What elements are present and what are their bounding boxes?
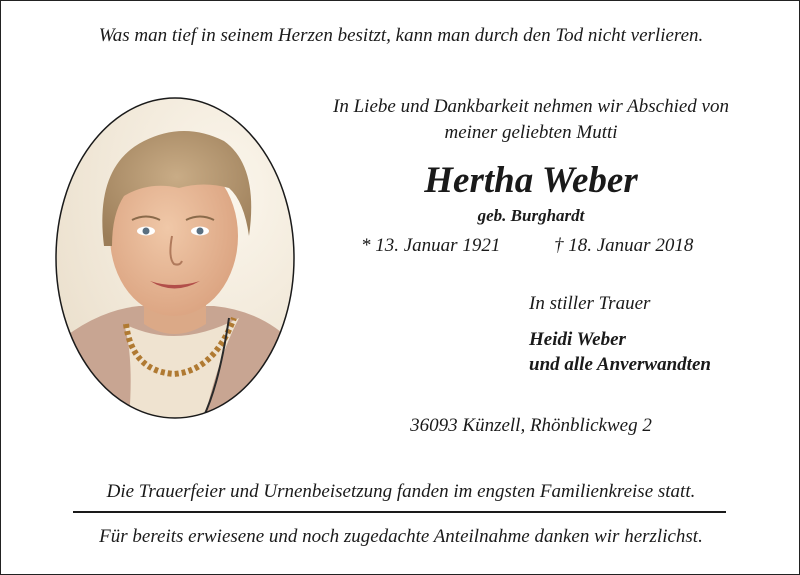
- maiden-name: geb. Burghardt: [477, 206, 585, 225]
- motto-quote: Was man tief in seinem Herzen besitzt, kann man durch den Tod nicht verlieren.: [98, 25, 704, 46]
- ceremony-note: Die Trauerfeier und Urnenbeisetzung fanden im engsten Familienkreise statt.: [106, 481, 696, 502]
- intro-line-2: meiner geliebten Mutti: [444, 122, 618, 143]
- mourner-relatives: und alle Anverwandten: [529, 354, 711, 375]
- thanks-note: Für bereits erwiesene und noch zugedachte Anteilnahme danken wir herzlichst.: [99, 526, 703, 547]
- intro-text: [301, 94, 761, 146]
- intro-line-1: In Liebe und Dankbarkeit nehmen wir Abschied von: [333, 96, 729, 117]
- mourner-name: Heidi Weber: [529, 329, 626, 350]
- portrait-photo: [54, 96, 296, 420]
- death-date: † 18. Januar 2018: [554, 235, 694, 256]
- deceased-name: Hertha Weber: [424, 160, 638, 201]
- grief-line: In stiller Trauer: [529, 293, 651, 314]
- birth-date: * 13. Januar 1921: [361, 235, 501, 256]
- divider-line: [73, 511, 726, 513]
- address: 36093 Künzell, Rhönblickweg 2: [410, 415, 652, 436]
